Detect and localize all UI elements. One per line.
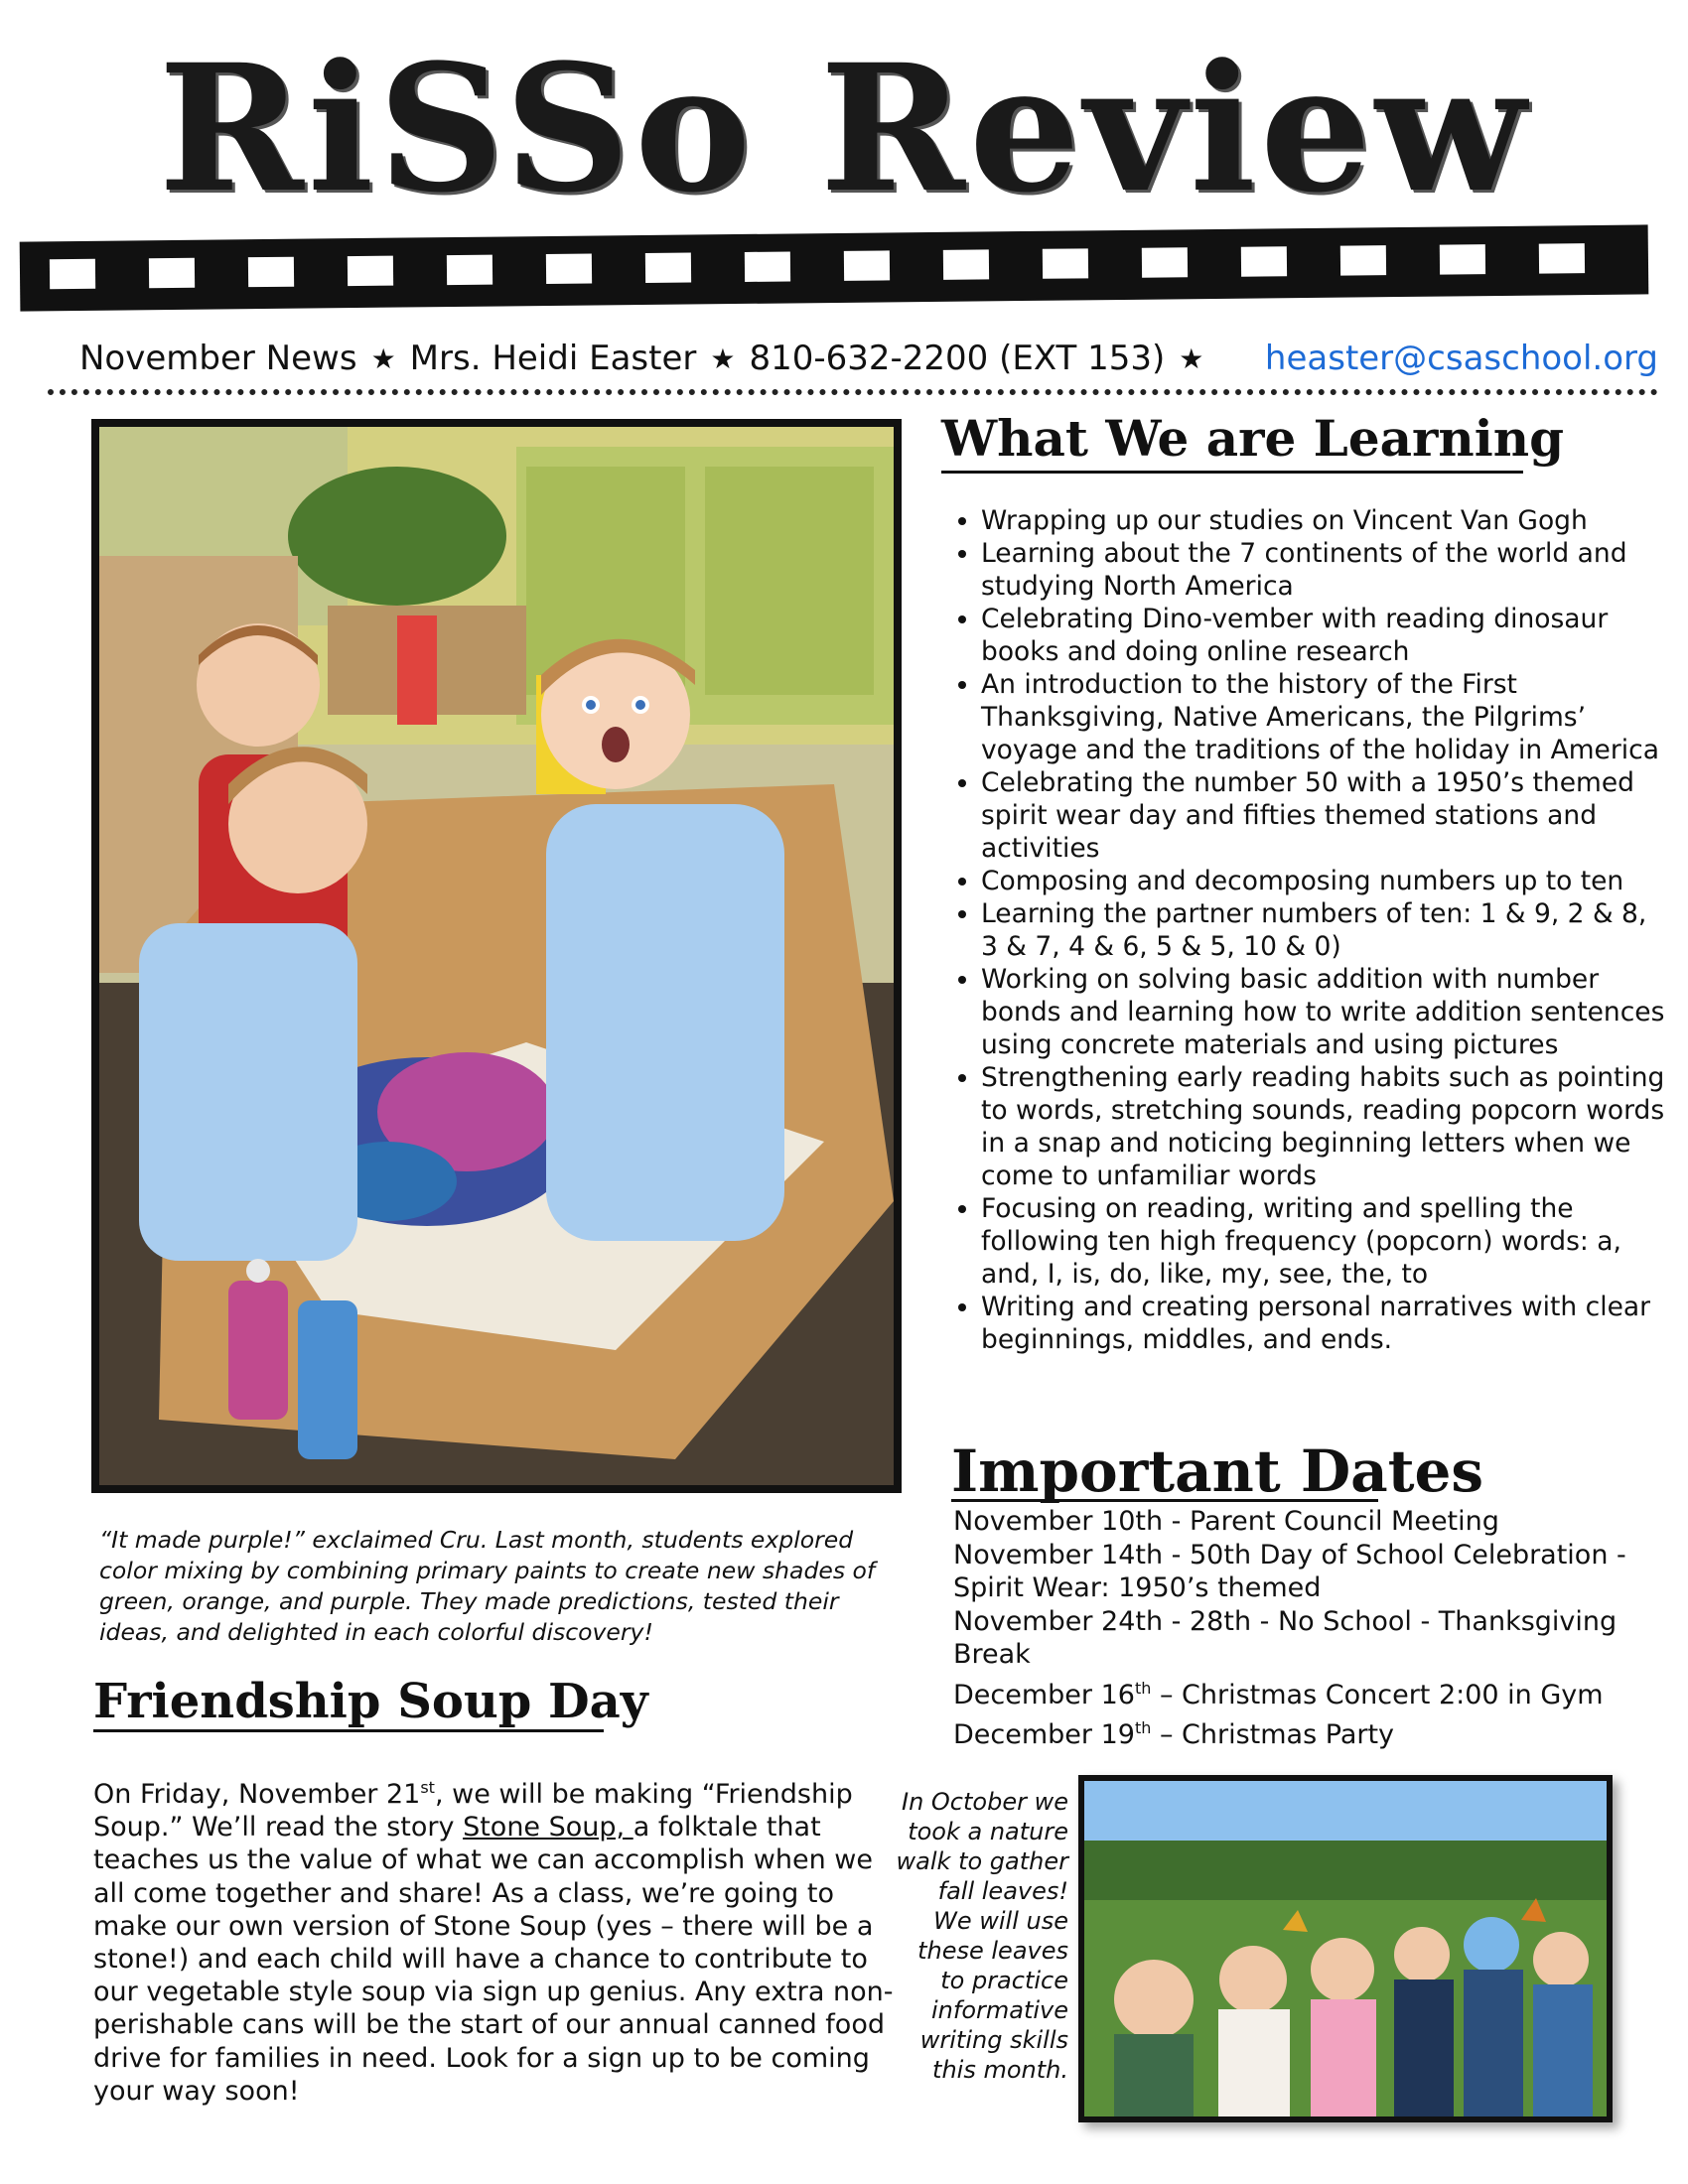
heading-underline bbox=[93, 1729, 604, 1732]
date-item: November 10th - Parent Council Meeting bbox=[953, 1506, 1499, 1537]
classroom-painting-photo bbox=[91, 419, 902, 1493]
nature-walk-photo bbox=[1078, 1775, 1613, 2122]
heading-underline bbox=[951, 1499, 1378, 1502]
soup-heading: Friendship Soup Day bbox=[93, 1674, 648, 1729]
list-item: • Focusing on reading, writing and spelling the following ten high frequency (popcorn) words: a, and, I, is, do, like, my, see, the, to bbox=[981, 1192, 1666, 1291]
phone-number: 810-632-2200 (EXT 153) bbox=[749, 339, 1166, 378]
newsletter-title: RiSSo Review bbox=[158, 26, 1530, 231]
list-item: • Learning the partner numbers of ten: 1 & 9, 2 & 8, 3 & 7, 4 & 6, 5 & 5, 10 & 0) bbox=[981, 897, 1666, 963]
list-item: • Wrapping up our studies on Vincent Van Gogh bbox=[981, 504, 1666, 537]
masthead bbox=[40, 26, 1648, 231]
list-item: • Writing and creating personal narratives with clear beginnings, middles, and ends. bbox=[981, 1291, 1666, 1356]
learning-list bbox=[931, 504, 1666, 1356]
heading-underline bbox=[941, 471, 1523, 474]
date-item: December 16th – Christmas Concert 2:00 in Gym bbox=[953, 1678, 1604, 1710]
list-item: • Strengthening early reading habits such as pointing to words, stretching sounds, reading popcorn words in a snap and noticing beginning letters when we come to unfamiliar words bbox=[981, 1061, 1666, 1192]
story-title: Stone Soup, bbox=[463, 1812, 633, 1843]
date-item: December 19th – Christmas Party bbox=[953, 1718, 1395, 1750]
film-strip-divider bbox=[20, 224, 1649, 311]
date-item: November 14th - 50th Day of School Celebration - Spirit Wear: 1950’s themed bbox=[953, 1539, 1626, 1603]
dates-heading: Important Dates bbox=[951, 1437, 1484, 1505]
date-item: November 24th - 28th - No School - Thanksgiving Break bbox=[953, 1605, 1618, 1670]
learning-heading: What We are Learning bbox=[941, 409, 1565, 468]
star-icon: ★ bbox=[370, 341, 396, 375]
star-icon: ★ bbox=[710, 341, 736, 375]
news-label: November News bbox=[79, 339, 357, 378]
soup-paragraph: On Friday, November 21st, we will be making “Friendship Soup.” We’ll read the story Stone Soup, a folktale that teaches us the value of what we can accomplish when we all come together and share! As a class, we’re going to make our own version of Stone Soup (yes – there will be a stone!) and each child will have a chance to contribute to our vegetable style soup via sign up genius. Any extra non-perishable cans will be the start of our annual canned food drive for families in need. Look for a sign up to be coming your way soon! bbox=[93, 1778, 894, 2107]
header-info-line bbox=[79, 336, 1658, 381]
teacher-name: Mrs. Heidi Easter bbox=[409, 339, 697, 378]
dates-list bbox=[953, 1505, 1648, 1752]
list-item: • Learning about the 7 continents of the world and studying North America bbox=[981, 537, 1666, 603]
photo-caption: “It made purple!” exclaimed Cru. Last month, students explored color mixing by combining primary paints to create new shades of green, orange, and purple. They made predictions, tested their ideas, and delighted in each colorful discovery! bbox=[99, 1526, 876, 1646]
list-item: • An introduction to the history of the First Thanksgiving, Native Americans, the Pilgrims’ voyage and the traditions of the holiday in America bbox=[981, 668, 1666, 766]
list-item: • Celebrating the number 50 with a 1950’s themed spirit wear day and fifties themed stations and activities bbox=[981, 766, 1666, 865]
list-item: • Working on solving basic addition with number bonds and learning how to write addition sentences using concrete materials and using pictures bbox=[981, 963, 1666, 1061]
nature-walk-caption: In October we took a nature walk to gather fall leaves! We will use these leaves to practice informative writing skills this month. bbox=[896, 1788, 1068, 2084]
star-icon: ★ bbox=[1179, 341, 1204, 375]
list-item: • Composing and decomposing numbers up to ten bbox=[981, 865, 1666, 897]
list-item: • Celebrating Dino-vember with reading dinosaur books and doing online research bbox=[981, 603, 1666, 668]
email-link[interactable]: heaster@csaschool.org bbox=[1264, 339, 1658, 378]
dotted-divider bbox=[48, 389, 1658, 395]
